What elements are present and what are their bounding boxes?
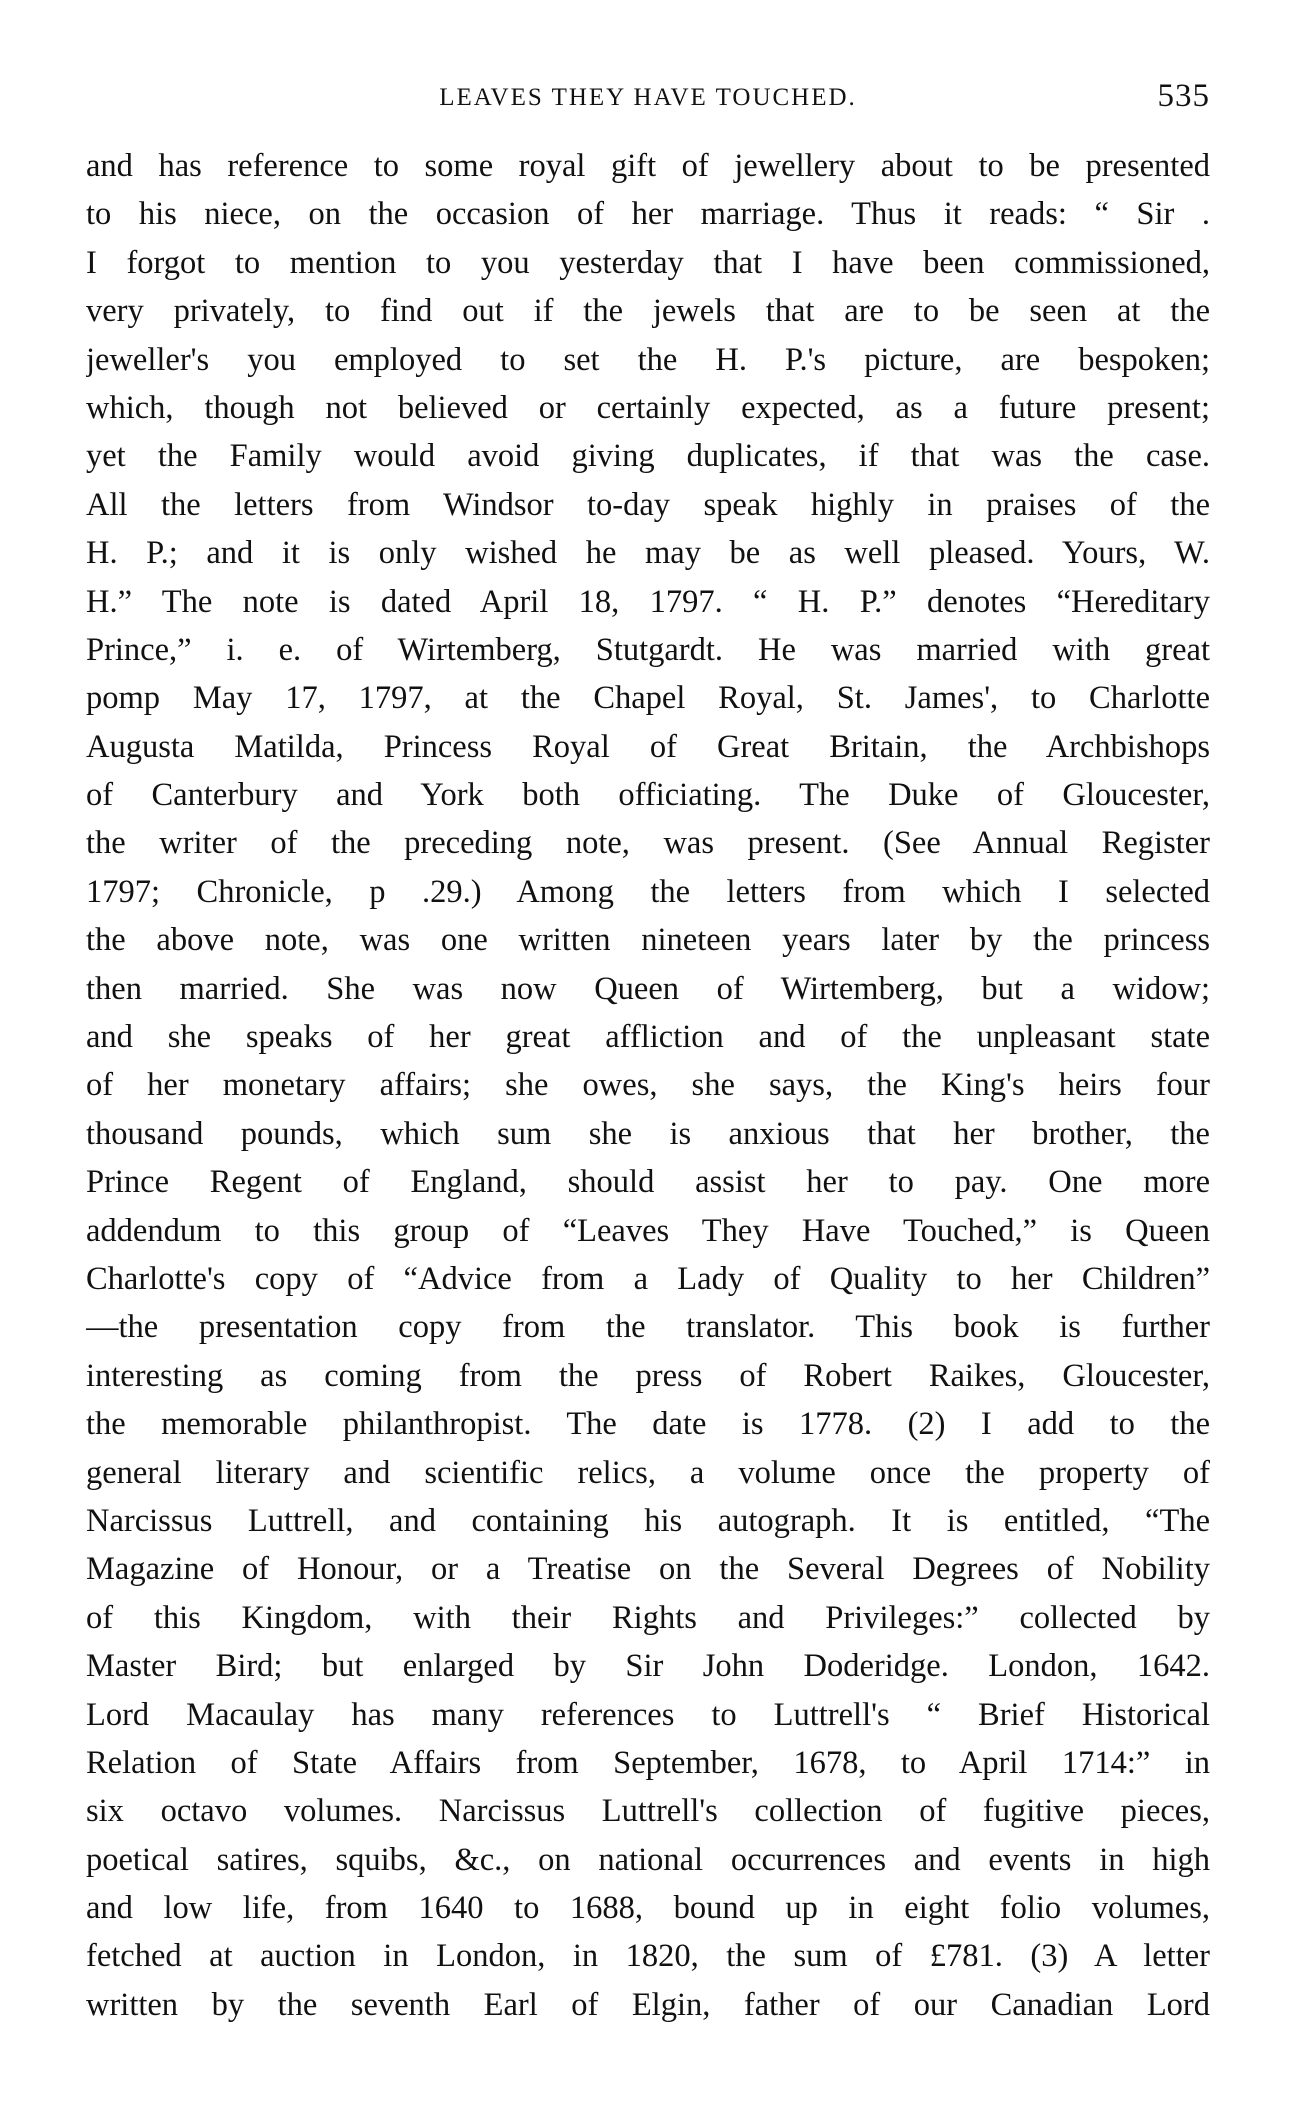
text-line: and she speaks of her great affliction and of the unpleasant state <box>86 1019 1210 1056</box>
text-line: H. P.; and it is only wished he may be as well pleased. Yours, W. <box>86 535 1210 572</box>
text-line: poetical satires, squibs, &c., on national occurrences and events in high <box>86 1841 1210 1878</box>
text-line: pomp May 17, 1797, at the Chapel Royal, St. James', to Charlotte <box>86 680 1210 717</box>
text-line: jeweller's you employed to set the H. P.'s picture, are bespoken; <box>86 341 1210 378</box>
text-line: All the letters from Windsor to-day speak highly in praises of the <box>86 486 1210 523</box>
body-text <box>86 142 1210 2029</box>
text-line: very privately, to find out if the jewels that are to be seen at the <box>86 293 1210 330</box>
text-line: Prince,” i. e. of Wirtemberg, Stutgardt. He was married with great <box>86 631 1210 668</box>
text-line: Lord Macaulay has many references to Luttrell's “ Brief Historical <box>86 1696 1210 1733</box>
text-line: 1797; Chronicle, p .29.) Among the letters from which I selected <box>86 873 1210 910</box>
text-line: the writer of the preceding note, was present. (See Annual Register <box>86 825 1210 862</box>
text-line: Charlotte's copy of “Advice from a Lady of Quality to her Children” <box>86 1260 1210 1297</box>
text-line: of this Kingdom, with their Rights and Privileges:” collected by <box>86 1599 1210 1636</box>
text-line: I forgot to mention to you yesterday that I have been commissioned, <box>86 244 1210 281</box>
text-line: the above note, was one written nineteen years later by the princess <box>86 922 1210 959</box>
text-line: H.” The note is dated April 18, 1797. “ H. P.” denotes “Hereditary <box>86 583 1210 620</box>
page-number: 535 <box>1157 78 1210 114</box>
text-line: Master Bird; but enlarged by Sir John Doderidge. London, 1642. <box>86 1648 1210 1685</box>
text-line: written by the seventh Earl of Elgin, father of our Canadian Lord <box>86 1986 1210 2023</box>
text-line: which, though not believed or certainly expected, as a future present; <box>86 389 1210 426</box>
text-line: Narcissus Luttrell, and containing his autograph. It is entitled, “The <box>86 1502 1210 1539</box>
text-line: of her monetary affairs; she owes, she says, the King's heirs four <box>86 1067 1210 1104</box>
text-line: yet the Family would avoid giving duplicates, if that was the case. <box>86 438 1210 475</box>
text-line: the memorable philanthropist. The date is 1778. (2) I add to the <box>86 1406 1210 1443</box>
text-line: and low life, from 1640 to 1688, bound up in eight folio volumes, <box>86 1890 1210 1927</box>
text-line: Prince Regent of England, should assist her to pay. One more <box>86 1164 1210 1201</box>
text-line: of Canterbury and York both officiating. The Duke of Gloucester, <box>86 777 1210 814</box>
text-line: six octavo volumes. Narcissus Luttrell's collection of fugitive pieces, <box>86 1793 1210 1830</box>
text-line: addendum to this group of “Leaves They Have Touched,” is Queen <box>86 1212 1210 1249</box>
text-line: general literary and scientific relics, a volume once the property of <box>86 1454 1210 1491</box>
running-title: LEAVES THEY HAVE TOUCHED. <box>439 84 857 111</box>
text-line: Magazine of Honour, or a Treatise on the Several Degrees of Nobility <box>86 1551 1210 1588</box>
text-line: —the presentation copy from the translator. This book is further <box>86 1309 1210 1346</box>
text-line: thousand pounds, which sum she is anxious that her brother, the <box>86 1115 1210 1152</box>
text-line: then married. She was now Queen of Wirtemberg, but a widow; <box>86 970 1210 1007</box>
text-line: Augusta Matilda, Princess Royal of Great Britain, the Archbishops <box>86 728 1210 765</box>
running-head <box>86 78 1210 122</box>
text-line: interesting as coming from the press of Robert Raikes, Gloucester, <box>86 1357 1210 1394</box>
text-line: Relation of State Affairs from September, 1678, to April 1714:” in <box>86 1744 1210 1781</box>
text-line: and has reference to some royal gift of jewellery about to be presented <box>86 148 1210 184</box>
text-line: to his niece, on the occasion of her marriage. Thus it reads: “ Sir . <box>86 196 1210 233</box>
text-line: fetched at auction in London, in 1820, the sum of £781. (3) A letter <box>86 1938 1210 1975</box>
